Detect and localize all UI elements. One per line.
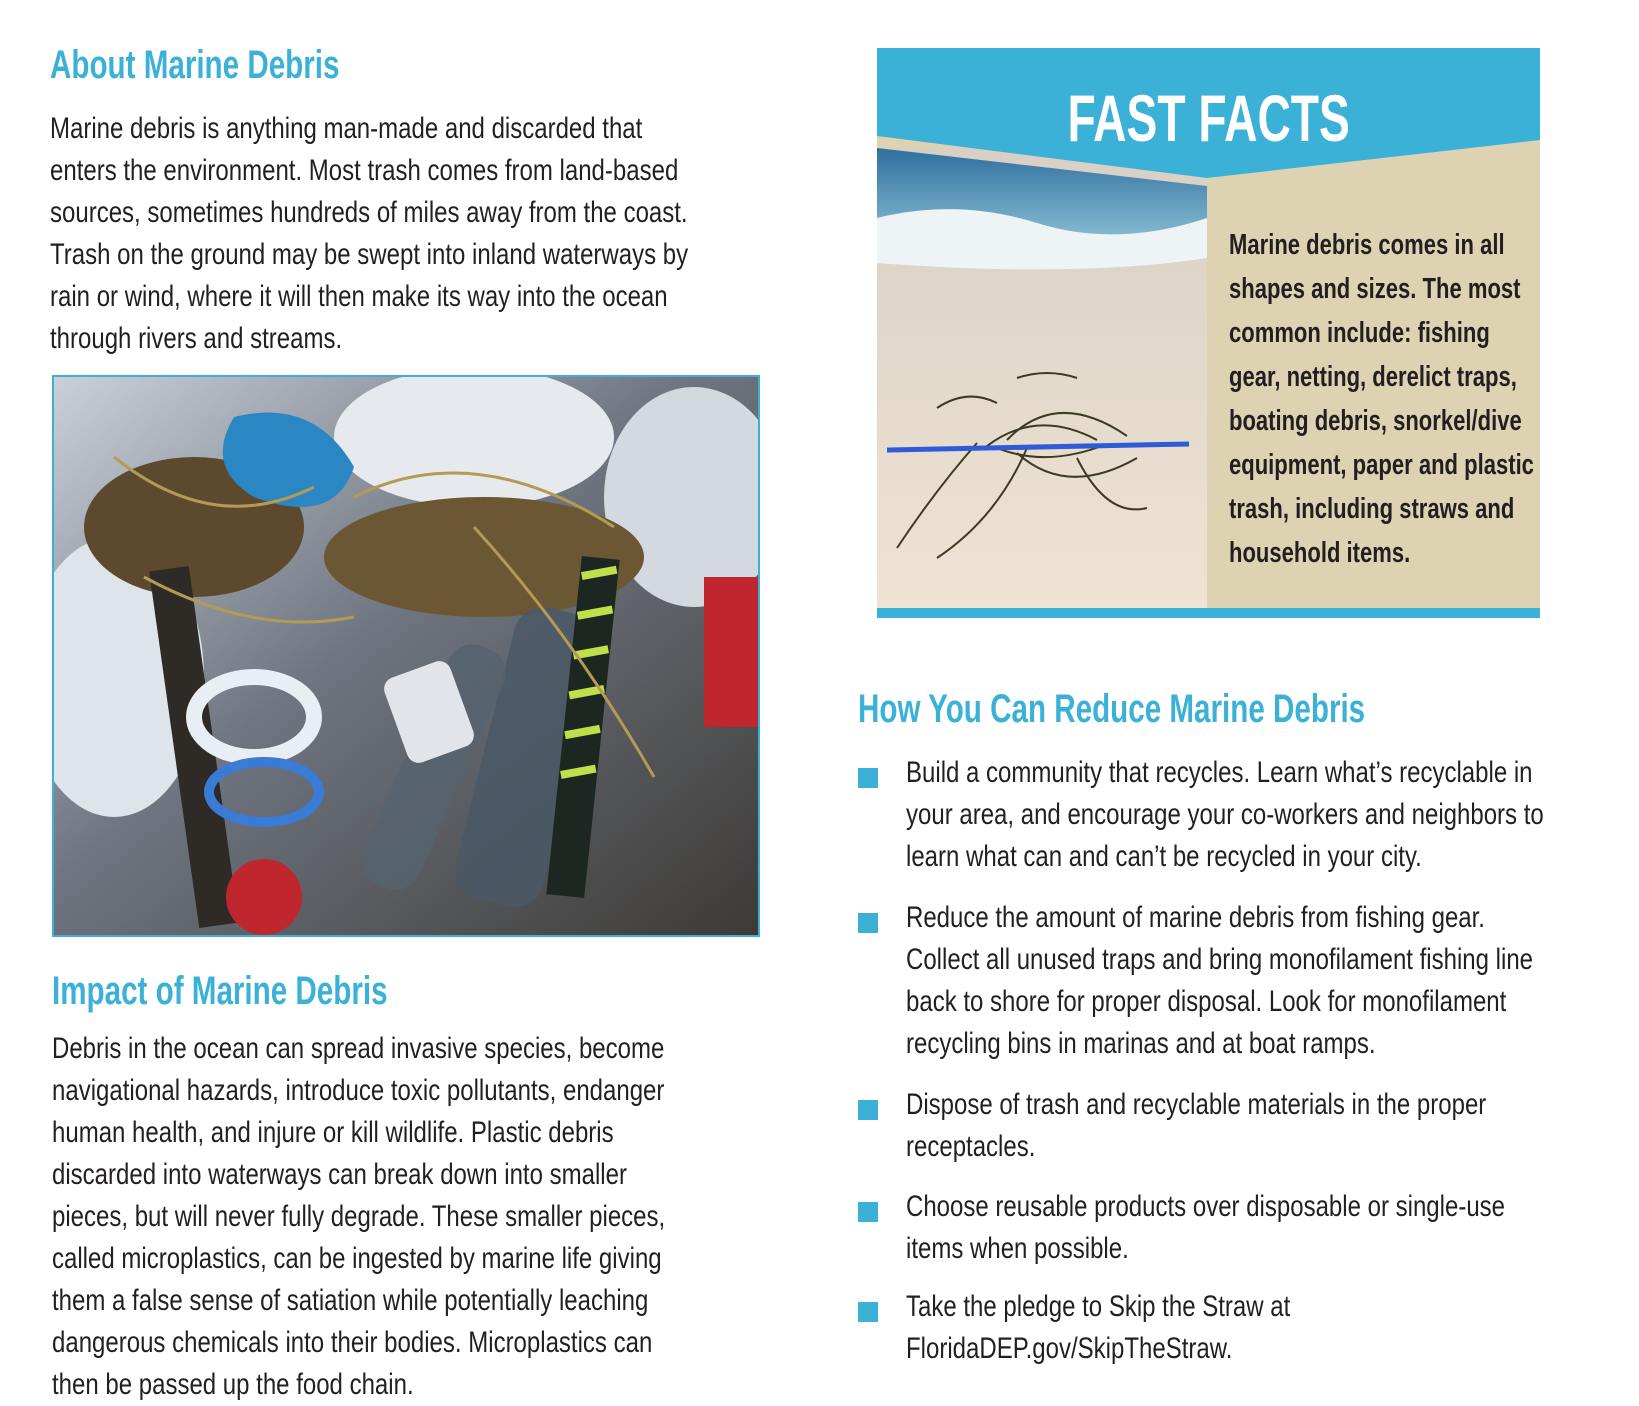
reduce-item-line: learn what can and can’t be recycled in your city. [906,840,1422,873]
impact-line: Debris in the ocean can spread invasive species, become [52,1032,665,1065]
fast-facts-title: FAST FACTS [1067,81,1350,155]
reduce-item-line: recycling bins in marinas and at boat ramps. [906,1027,1376,1060]
reduce-heading: How You Can Reduce Marine Debris [858,687,1366,731]
fast-facts-line: shapes and sizes. The most [1229,273,1521,305]
reduce-item-line: Dispose of trash and recyclable materials in the proper [906,1088,1487,1121]
reduce-item-line: back to shore for proper disposal. Look for monofilament [906,985,1507,1018]
bullet-square-icon [858,1100,878,1120]
reduce-item-line: Take the pledge to Skip the Straw at [906,1290,1291,1323]
reduce-item-line: Collect all unused traps and bring monofilament fishing line [906,943,1534,976]
fast-facts-bottom-bar [877,608,1540,618]
reduce-item-line: items when possible. [906,1232,1129,1265]
impact-heading: Impact of Marine Debris [52,969,388,1013]
fast-facts-line: gear, netting, derelict traps, [1229,361,1517,393]
bullet-square-icon [858,913,878,933]
fast-facts-line: boating debris, snorkel/dive [1229,405,1522,437]
impact-line: pieces, but will never fully degrade. These smaller pieces, [52,1200,666,1233]
about-line: Marine debris is anything man-made and discarded that [50,112,643,145]
about-heading: About Marine Debris [50,43,340,87]
reduce-item-line: Reduce the amount of marine debris from fishing gear. [906,901,1485,934]
about-line: sources, sometimes hundreds of miles away from the coast. [50,196,688,229]
fast-facts-line: trash, including straws and [1229,493,1515,525]
fast-facts-line: equipment, paper and plastic [1229,449,1534,481]
reduce-item-line: Choose reusable products over disposable or single-use [906,1190,1506,1223]
reduce-item-line: your area, and encourage your co-workers and neighbors to [906,798,1544,831]
fast-facts-line: common include: fishing [1229,317,1490,349]
about-line: enters the environment. Most trash comes from land-based [50,154,679,187]
bullet-square-icon [858,1302,878,1322]
impact-line: then be passed up the food chain. [52,1368,414,1401]
about-line: Trash on the ground may be swept into inland waterways by [50,238,689,271]
impact-line: navigational hazards, introduce toxic pollutants, endanger [52,1074,665,1107]
impact-line: them a false sense of satiation while potentially leaching [52,1284,649,1317]
fast-facts-panel [877,48,1540,618]
reduce-item-line: Build a community that recycles. Learn what’s recyclable in [906,756,1533,789]
reduce-item-line: FloridaDEP.gov/SkipTheStraw. [906,1332,1233,1365]
reduce-item-line: receptacles. [906,1130,1036,1163]
impact-line: called microplastics, can be ingested by marine life giving [52,1242,662,1275]
about-paragraph [50,108,688,360]
impact-line: human health, and injure or kill wildlife. Plastic debris [52,1116,614,1149]
about-line: through rivers and streams. [50,322,343,355]
impact-paragraph [52,1028,665,1406]
beach-debris-photo [52,375,760,937]
impact-line: discarded into waterways can break down into smaller [52,1158,627,1191]
bullet-square-icon [858,1202,878,1222]
fast-facts-text [1229,223,1534,575]
impact-line: dangerous chemicals into their bodies. Microplastics can [52,1326,653,1359]
bullet-square-icon [858,768,878,788]
about-line: rain or wind, where it will then make its way into the ocean [50,280,668,313]
fast-facts-line: Marine debris comes in all [1229,229,1505,261]
fast-facts-line: household items. [1229,537,1411,569]
